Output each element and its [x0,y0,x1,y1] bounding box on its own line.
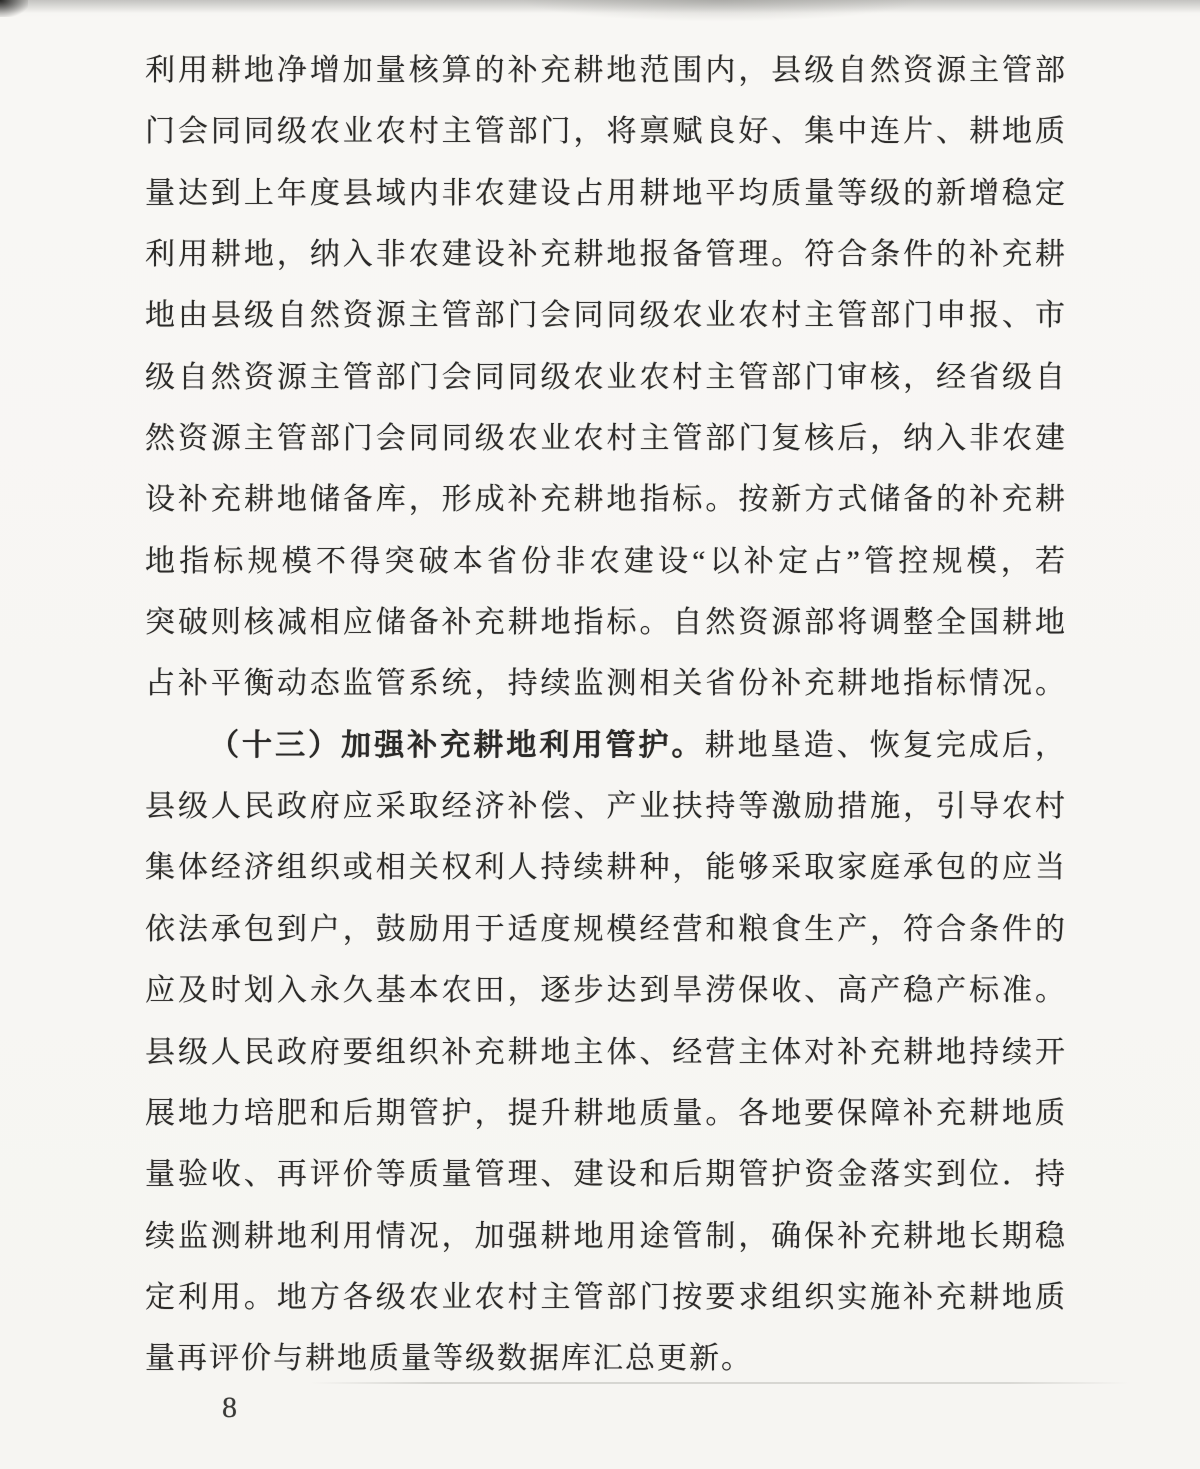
text-line [145,1328,1067,1389]
body-text: 量达到上年度县域内非农建设占用耕地平均质量等级的新增稳定 [145,176,1067,210]
body-text: 展地力培肥和后期管护，提升耕地质量。各地要保障补充耕地质 [145,1096,1067,1130]
text-line [145,285,1067,346]
body-text: 占补平衡动态监管系统，持续监测相关省份补充耕地指标情况。 [145,667,1067,701]
text-line [145,1022,1067,1083]
document-lines [145,40,1067,1390]
text-line [145,163,1067,224]
text-line [145,715,1067,776]
text-line [145,101,1067,162]
body-text: 县级人民政府要组织补充耕地主体、经营主体对补充耕地持续开 [145,1035,1067,1069]
text-line [145,653,1067,714]
text-line [145,960,1067,1021]
body-text: 然资源主管部门会同同级农业农村主管部门复核后，纳入非农建 [145,422,1067,456]
body-text: 地由县级自然资源主管部门会同同级农业农村主管部门申报、市 [145,299,1067,333]
body-text: 级自然资源主管部门会同同级农业农村主管部门审核，经省级自 [145,360,1067,394]
body-text: 量再评价与耕地质量等级数据库汇总更新。 [145,1342,753,1376]
body-text: 设补充耕地储备库，形成补充耕地指标。按新方式储备的补充耕 [145,483,1067,517]
body-text: 量验收、再评价等质量管理、建设和后期管护资金落实到位．持 [145,1158,1067,1192]
body-text: 耕地垦造、恢复完成后， [704,728,1068,762]
body-text: 突破则核减相应储备补充耕地指标。自然资源部将调整全国耕地 [145,606,1067,640]
text-line [145,776,1067,837]
section-heading-text: （十三）加强补充耕地利用管护。 [209,728,705,762]
body-text: 应及时划入永久基本农田，逐步达到旱涝保收、高产稳产标准。 [145,974,1067,1008]
text-line [145,1206,1067,1267]
text-line [145,1083,1067,1144]
body-text: 集体经济组织或相关权利人持续耕种，能够采取家庭承包的应当 [145,851,1067,885]
text-line [145,40,1067,101]
page-number: 8 [222,1391,237,1424]
text-line [145,899,1067,960]
body-text: 县级人民政府应采取经济补偿、产业扶持等激励措施，引导农村 [145,790,1067,824]
body-text: 定利用。地方各级农业农村主管部门按要求组织实施补充耕地质 [145,1280,1067,1314]
body-text: 利用耕地净增加量核算的补充耕地范围内，县级自然资源主管部 [145,54,1067,87]
text-line [145,469,1067,530]
body-text: 利用耕地，纳入非农建设补充耕地报备管理。符合条件的补充耕 [145,238,1067,272]
text-line [145,531,1067,592]
text-line [145,592,1067,653]
text-line [145,224,1067,285]
text-line [145,1144,1067,1205]
scan-top-smudge [520,0,920,22]
text-line [145,1267,1067,1328]
text-line [145,408,1067,469]
body-text: 地指标规模不得突破本省份非农建设“以补定占”管控规模，若 [145,544,1067,578]
text-line [145,837,1067,898]
body-text: 依法承包到户，鼓励用于适度规模经营和粮食生产，符合条件的 [145,912,1067,946]
text-line [145,347,1067,408]
body-text: 续监测耕地利用情况，加强耕地用途管制，确保补充耕地长期稳 [145,1219,1067,1253]
scan-corner-smudge [0,0,28,17]
body-text: 门会同同级农业农村主管部门，将禀赋良好、集中连片、耕地质 [145,115,1067,149]
